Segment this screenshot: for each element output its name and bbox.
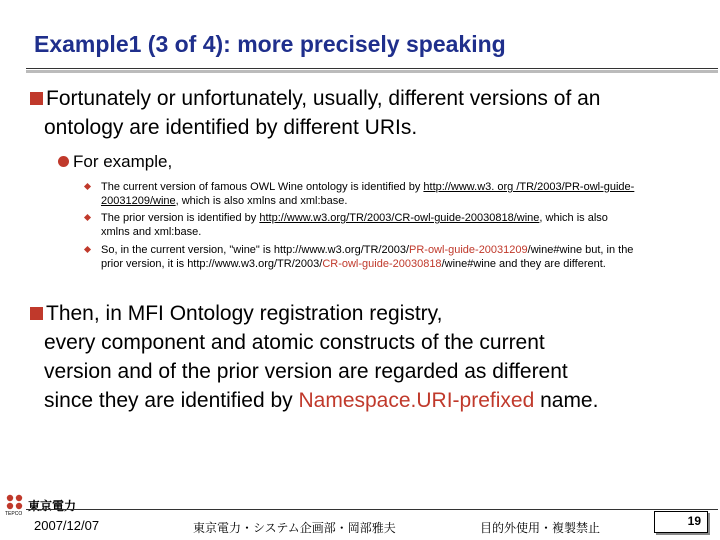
round-bullet-icon xyxy=(58,156,69,167)
item-1-rest: , which is also xmlns and xml:base. xyxy=(175,195,348,207)
company-name: 東京電力 xyxy=(28,499,77,513)
item-3-line2-a: prior version, it is http://www.w3.org/TR/2003/ xyxy=(101,258,323,270)
bullet-2-line-1: Then, in MFI Ontology registration registry, xyxy=(46,302,443,325)
bullet-2-line-4a: since they are identified by xyxy=(44,389,299,412)
item-2-rest: , which is also xyxy=(539,212,608,224)
current-version-link-cont[interactable]: 20031209/wine xyxy=(101,195,176,207)
item-3-current-id: PR-owl-guide-20031209 xyxy=(409,244,528,256)
item-3-text-a: So, in the current version, "wine" is http://www.w3.org/TR/2003/ xyxy=(101,244,409,256)
item-2-text: The prior version is identified by xyxy=(101,212,260,224)
item-3-text-b: /wine#wine but, in the xyxy=(527,244,634,256)
item-1-text: The current version of famous OWL Wine ontology is identified by xyxy=(101,181,424,193)
bullet-2-line-4b: name. xyxy=(534,389,599,412)
detail-item-3 xyxy=(88,243,633,271)
detail-item-2 xyxy=(88,211,608,239)
tepco-logo-icon xyxy=(4,493,26,517)
item-3-prior-id: CR-owl-guide-20030818 xyxy=(322,258,442,270)
square-bullet-icon xyxy=(30,307,43,320)
title-divider xyxy=(26,68,718,69)
diamond-bullet-icon xyxy=(84,246,91,253)
sub-bullet-for-example xyxy=(58,152,172,172)
bullet-1-line-2: ontology are identified by different URIs. xyxy=(44,116,418,139)
bullet-1-line-1: Fortunately or unfortunately, usually, different versions of an xyxy=(46,87,601,110)
bullet-2-line-2: every component and atomic constructs of the current xyxy=(44,331,545,354)
bullet-2-line-3: version and of the prior version are regarded as different xyxy=(44,360,568,383)
page-number: 19 xyxy=(654,511,708,533)
namespace-uri-prefixed: Namespace.URI-prefixed xyxy=(298,389,535,412)
diamond-bullet-icon xyxy=(84,214,91,221)
current-version-link[interactable]: http://www.w3. org /TR/2003/PR-owl-guide- xyxy=(423,181,635,193)
slide-title: Example1 (3 of 4): more precisely speaking xyxy=(34,31,506,57)
footer-author: 東京電力・システム企画部・岡部雅夫 xyxy=(193,521,396,535)
item-2-line-2: xmlns and xml:base. xyxy=(101,226,202,238)
bullet-1 xyxy=(30,84,600,142)
prior-version-link[interactable]: http://www.w3.org/TR/2003/CR-owl-guide-20030818/wine xyxy=(259,212,540,224)
footer-notice: 目的外使用・複製禁止 xyxy=(480,521,601,535)
item-3-line2-b: /wine#wine and they are different. xyxy=(441,258,606,270)
footer-date: 2007/12/07 xyxy=(34,518,100,533)
diamond-bullet-icon xyxy=(84,183,91,190)
detail-item-1 xyxy=(88,180,634,208)
sub-heading: For example, xyxy=(73,152,173,171)
title-divider-shadow xyxy=(26,70,718,73)
logo-subtext: TEPCO xyxy=(5,511,23,517)
footer-divider xyxy=(26,509,718,510)
square-bullet-icon xyxy=(30,92,43,105)
bullet-2 xyxy=(30,299,598,415)
